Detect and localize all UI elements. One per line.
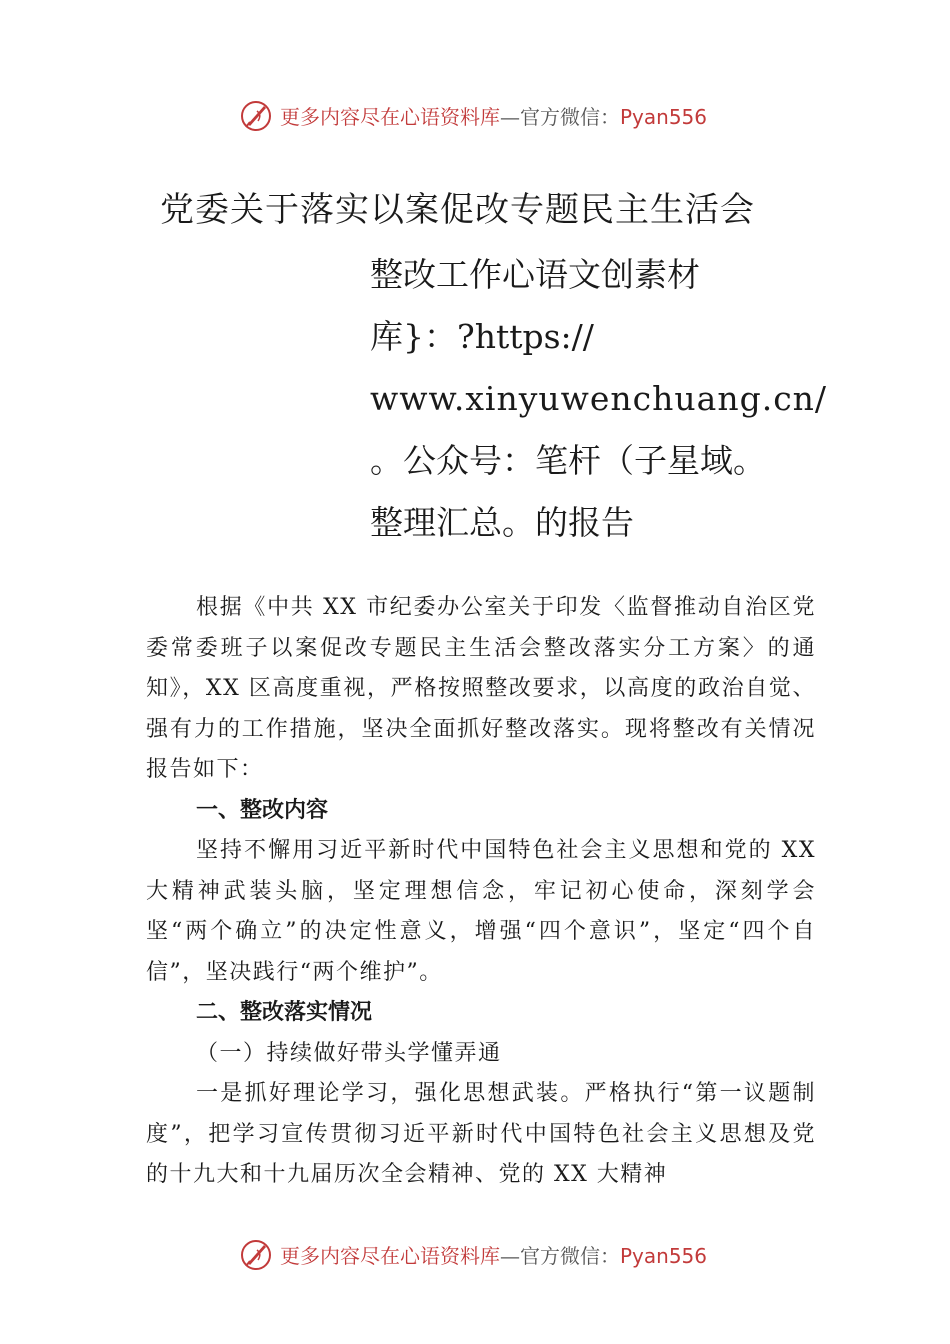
paragraph-2: 一是抓好理论学习，强化思想武装。严格执行“第一议题制度”，把学习宣传贯彻习近平新时代中国特色社会主义思想及党的十九大和十九届历次全会精神、党的 XX 大精神 — [146, 1081, 816, 1187]
banner-text — [280, 1240, 707, 1269]
banner-text — [280, 101, 707, 130]
document-title-continuation — [370, 244, 930, 554]
document-body — [146, 588, 816, 1196]
document-title-line2: 整改工作心语文创素材 — [370, 255, 700, 294]
section-heading-1: 一、整改内容 — [196, 797, 329, 823]
feather-pen-logo-icon — [238, 1236, 274, 1272]
document-title-line1: 党委关于落实以案促改专题民主生活会 — [160, 190, 755, 230]
section-heading-2: 二、整改落实情况 — [196, 1000, 373, 1025]
document-title-line4: www.xinyuwenchuang.cn/ — [370, 379, 828, 418]
feather-pen-logo-icon — [238, 97, 274, 133]
document-title-line6: 整理汇总。的报告 — [370, 503, 634, 542]
banner-gray-text: —官方微信： — [500, 1243, 620, 1268]
document-title-line5: 。公众号：笔杆（子星域。 — [370, 441, 766, 480]
subsection-heading-1: （一）持续做好带头学懂弄通 — [196, 1040, 502, 1066]
intro-paragraph: 根据《中共 XX 市纪委办公室关于印发〈监督推动自治区党委常委班子以案促改专题民主生活会整改落实分工方案〉的通知》，XX 区高度重视，严格按照整改要求，以高度的政治自觉、强有力的工作措施，坚决全面抓好整改落实。现将整改有关情况报告如下： — [146, 595, 816, 782]
banner-gray-text: —官方微信： — [500, 104, 620, 129]
footer-banner — [238, 1234, 707, 1274]
paragraph-1: 坚持不懈用习近平新时代中国特色社会主义思想和党的 XX 大精神武装头脑，坚定理想信念，牢记初心使命，深刻学会坚“两个确立”的决定性意义，增强“四个意识”，坚定“四个自信”，坚决践行“两个维护”。 — [146, 838, 816, 985]
header-banner — [238, 95, 707, 135]
banner-wechat-id: Pyan556 — [620, 1243, 708, 1268]
banner-red-text: 更多内容尽在心语资料库 — [280, 104, 500, 129]
document-title-line3: 库}：?https:// — [370, 317, 594, 356]
banner-wechat-id: Pyan556 — [620, 104, 708, 129]
banner-red-text: 更多内容尽在心语资料库 — [280, 1243, 500, 1268]
